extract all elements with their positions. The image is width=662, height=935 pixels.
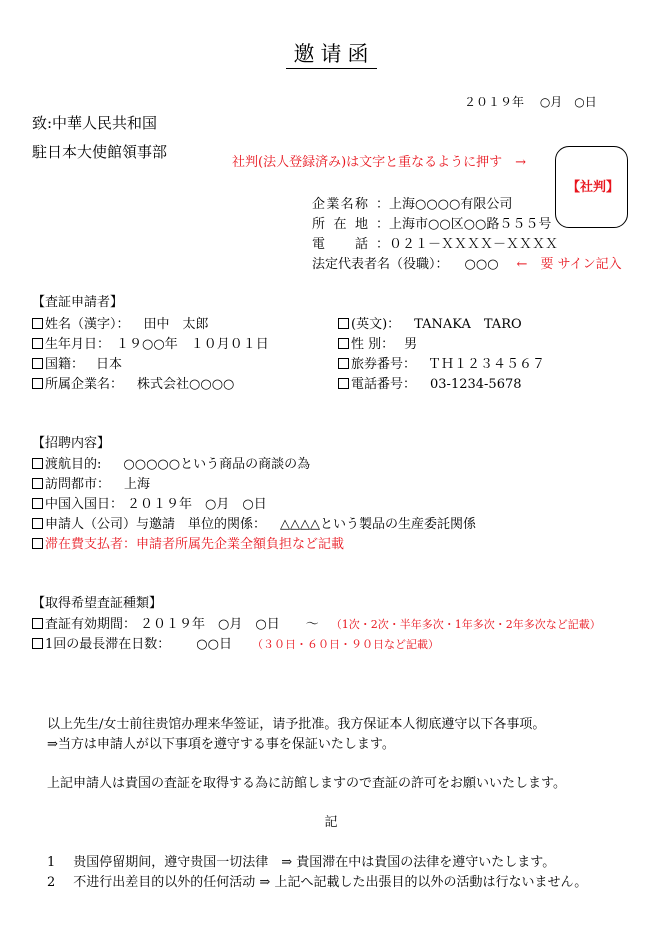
entry-date-value: ２０１９年 ○月 ○日 bbox=[127, 497, 267, 512]
title-text: 邀请函 bbox=[286, 42, 377, 69]
company-phone-row bbox=[312, 233, 558, 252]
checkbox[interactable] bbox=[32, 478, 43, 489]
page-title bbox=[0, 38, 662, 68]
applicant-nationality-row bbox=[32, 353, 122, 372]
applicant-phone-row bbox=[338, 373, 522, 392]
checkbox[interactable] bbox=[32, 318, 43, 329]
item-2 bbox=[47, 871, 587, 890]
applicant-name-label: 姓名（漢字）： bbox=[45, 317, 130, 332]
checkbox[interactable] bbox=[32, 638, 43, 649]
applicant-passport-row bbox=[338, 353, 545, 372]
relation-row bbox=[32, 513, 476, 532]
checkbox[interactable] bbox=[338, 378, 349, 389]
company-name-row bbox=[312, 193, 512, 212]
applicant-employer-label: 所属企業名： bbox=[45, 377, 124, 392]
relation-label: 申請人（公司）与邀請 単位的関係： bbox=[45, 517, 267, 532]
stay-note: （３０日・６０日・９０日など記載） bbox=[251, 638, 439, 651]
applicant-birth-label: 生年月日： bbox=[45, 337, 111, 352]
company-seal-label: 【社判】 bbox=[567, 180, 620, 195]
company-address-label: 所 在 地 bbox=[312, 217, 368, 232]
applicant-passport-value: ＴＨ１２３４５６７ bbox=[428, 357, 546, 372]
applicant-nationality-value: 日本 bbox=[96, 357, 123, 372]
entry-date-row bbox=[32, 493, 267, 512]
visa-request: 上記申請人は貴国の査証を取得する為に訪館しますので査証の許可をお願いいたします。 bbox=[47, 776, 566, 791]
checkbox[interactable] bbox=[32, 378, 43, 389]
applicant-sex-row bbox=[338, 333, 417, 352]
city-value: 上海 bbox=[124, 477, 151, 492]
item-1 bbox=[47, 851, 555, 870]
checkbox[interactable] bbox=[32, 618, 43, 629]
checkbox[interactable] bbox=[32, 338, 43, 349]
stay-value: ○○日 bbox=[196, 637, 232, 652]
company-name-label: 企業名称 bbox=[312, 197, 368, 212]
applicant-birth-value: １９○○年 １０月０１日 bbox=[116, 337, 269, 352]
item-2-number: 2 bbox=[47, 875, 56, 890]
company-rep-label: 法定代表者名（役職）： bbox=[312, 257, 449, 272]
payer-value: 申請者所属先企業全額負担など記載 bbox=[136, 537, 345, 552]
applicant-name-en-row bbox=[338, 313, 522, 332]
company-address-row bbox=[312, 213, 551, 232]
purpose-value: ○○○○○という商品の商談の為 bbox=[123, 457, 311, 472]
applicant-name-value: 田中 太郎 bbox=[143, 317, 209, 332]
item-1-number: 1 bbox=[47, 855, 56, 870]
validity-value: ２０１９年 ○月 ○日 ～ bbox=[140, 617, 319, 632]
company-rep-row bbox=[312, 253, 622, 272]
validity-row bbox=[32, 613, 601, 632]
payer-label: 滞在費支払者： bbox=[45, 537, 137, 552]
entry-date-label: 中国入国日： bbox=[45, 497, 124, 512]
item-2-text: 不进行出差目的以外的任何活动 ⇒ 上記へ記載した出張目的以外の活動は行ないません。 bbox=[73, 875, 588, 890]
checkbox[interactable] bbox=[32, 518, 43, 529]
checkbox[interactable] bbox=[32, 498, 43, 509]
city-row bbox=[32, 473, 150, 492]
company-phone-value: ：０２１－ＸＸＸＸ－ＸＸＸＸ bbox=[376, 237, 559, 252]
purpose-row bbox=[32, 453, 310, 472]
checkbox[interactable] bbox=[338, 318, 349, 329]
applicant-employer-value: 株式会社○○○○ bbox=[137, 377, 235, 392]
company-address-value: ：上海市○○区○○路５５５号 bbox=[376, 217, 552, 232]
checkbox[interactable] bbox=[338, 338, 349, 349]
validity-label: 査証有効期間： bbox=[45, 617, 137, 632]
guarantee-japanese: ⇒当方は申請人が以下事項を遵守する事を保証いたします。 bbox=[47, 737, 395, 752]
applicant-name-row bbox=[32, 313, 209, 332]
invitation-heading: 【招聘内容】 bbox=[32, 436, 111, 451]
applicant-employer-row bbox=[32, 373, 234, 392]
applicant-phone-value: 03-1234-5678 bbox=[430, 377, 522, 392]
stay-row bbox=[32, 633, 439, 652]
checkbox[interactable] bbox=[338, 358, 349, 369]
item-1-text: 贵国停留期间，遵守贵国一切法律 ⇒ 貴国滞在中は貴国の法律を遵守いたします。 bbox=[73, 855, 556, 870]
stay-label: 1回の最長滞在日数： bbox=[45, 637, 171, 652]
applicant-birth-row bbox=[32, 333, 269, 352]
company-rep-value: ○○○ bbox=[464, 257, 499, 272]
company-rep-note: ← 要 サイン記入 bbox=[516, 257, 622, 272]
company-phone-label: 電 話 bbox=[312, 237, 368, 252]
checkbox[interactable] bbox=[32, 458, 43, 469]
validity-note: （1次・2次・半年多次・1年多次・2年多次など記載） bbox=[330, 618, 601, 631]
applicant-passport-label: 旅券番号： bbox=[351, 357, 417, 372]
purpose-label: 渡航目的: bbox=[45, 457, 102, 472]
applicant-name-en-label: (英文)： bbox=[351, 317, 401, 332]
ki-heading: 記 bbox=[324, 815, 338, 830]
checkbox[interactable] bbox=[32, 358, 43, 369]
applicant-nationality-label: 国籍： bbox=[45, 357, 85, 372]
visa-heading: 【取得希望査証種類】 bbox=[32, 596, 163, 611]
seal-instruction: 社判(法人登録済み)は文字と重なるように押す → bbox=[232, 155, 527, 170]
checkbox[interactable] bbox=[32, 538, 43, 549]
guarantee-chinese: 以上先生/女士前往贵馆办理来华签证，请予批准。我方保证本人彻底遵守以下各事项。 bbox=[47, 717, 546, 732]
company-name-value: ：上海○○○○有限公司 bbox=[376, 197, 513, 212]
applicant-sex-label: 性 別： bbox=[351, 337, 395, 352]
city-label: 訪問都市： bbox=[45, 477, 111, 492]
relation-value: △△△△という製品の生産委託関係 bbox=[280, 517, 477, 532]
letter-date: ２０１９年 ○月 ○日 bbox=[464, 95, 597, 109]
applicant-phone-label: 電話番号： bbox=[351, 377, 417, 392]
applicant-heading: 【査証申請者】 bbox=[32, 295, 124, 310]
addressee-country: 致:中華人民共和国 bbox=[32, 114, 158, 132]
addressee-embassy: 駐日本大使館領事部 bbox=[32, 143, 168, 161]
payer-row bbox=[32, 533, 344, 552]
applicant-sex-value: 男 bbox=[404, 337, 418, 352]
applicant-name-en-value: TANAKA TARO bbox=[414, 317, 522, 332]
